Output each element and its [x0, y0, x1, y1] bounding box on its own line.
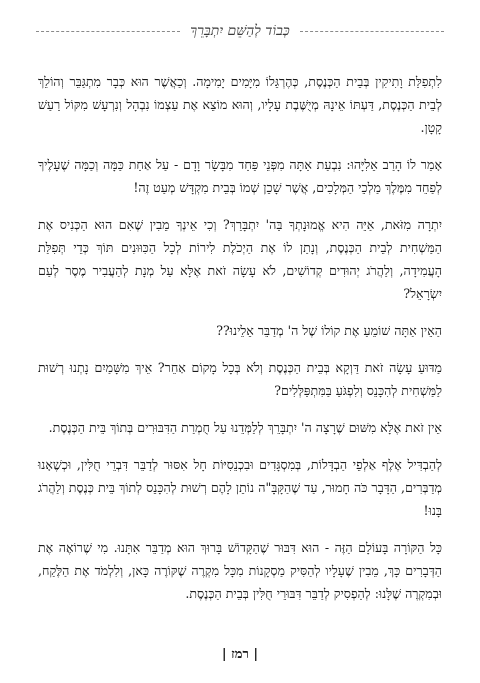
paragraph-7: לְהַבְדִּיל אֶלֶף אַלְפֵי הַבְדָּלוֹת, בְּמִסְגָּדִים וּבִכְנֵסִיּוֹת חָל אִסּוּר לְדַבֵּר דִּבְרֵי חֻלִּין, וּכְשֶׁאָנוּ מְדַבְּרִים, הַדָּבָר כֹּה חָמוּר, עַד שֶׁהַקָּבָּ"ה נוֹתֵן לָהֶם רְשׁוּת לְהִכָּנֵס לְתוֹךְ בֵּית כְּנֶסֶת וְלַהֲרֹג בָּנוּ!: [38, 457, 442, 518]
page-number: | רמז |: [221, 647, 259, 662]
paragraph-4: הַאֵין אַתָּה שׁוֹמֵעַ אֶת קוֹלוֹ שֶׁל ה' מְדַבֵּר אֵלֵינוּ??: [216, 323, 442, 338]
paragraph-2: אָמַר לוֹ הָרַב אֵלִיָּהוּ: נִבְעַת אַתָּה מִפְּנֵי פַּחַד מִבָּשָׂר וָדָם - עַל אַחַת כַּמָּה וְכַמָּה שֶׁעָלֶיךָ לְפַחֵד מִמֶּלֶךְ מַלְכֵי הַמְּלָכִים, אֲשֶׁר שָׁכֵן שְׁמוֹ בְּבֵית מִקְדָּשׁ מְעַט זֶה!: [38, 157, 442, 195]
header-rule-right: [300, 31, 444, 32]
body-text: [38, 70, 442, 619]
paragraph-8: כָּל הַקּוֹרָה בָּעוֹלָם הַזֶּה - הוּא דִּבּוּר שֶׁהַקָּדוֹשׁ בָּרוּךְ הוּא מְדַבֵּר אִתָּנוּ. מִי שֶׁרוֹאֶה אֶת הַדְּבָרִים כָּךְ, מֵבִין שֶׁעָלָיו לְהַסִּיק מַסְקָנוֹת מִכָּל מִקְרֶה שֶׁקּוֹרֶה כָּאן, וְלִלְמֹד אֶת הַלֶּקַח, וּבְמִקְרֶה שֶׁלָּנוּ: לְהַפְסִיק לְדַבֵּר דִּבּוּרֵי חֻלִּין בְּבֵית הַכְּנֶסֶת.: [38, 540, 442, 601]
paragraph-5: מַדּוּעַ עָשָׂה זֹאת דַּוְקָא בְּבֵית הַכְּנֶסֶת וְלֹא בְּכָל מָקוֹם אַחֵר? אֵיךְ מִשָּׁמַיִם נָתְנוּ רְשׁוּת לַמַּשְׁחִית לְהִכָּנֵס וְלִפְגֹּעַ בַּמִּתְפַּלְּלִים?: [38, 360, 442, 398]
page-header: [36, 20, 444, 42]
paragraph-6: אֵין זֹאת אֶלָּא מִשּׁוּם שֶׁרָצָה ה' יִתְבָּרֵךְ לְלַמְּדֵנוּ עַל חֻמְרַת הַדִּבּוּרִים בְּתוֹךְ בֵּית הַכְּנֶסֶת.: [48, 420, 442, 435]
paragraph-1: לִתְפִלַּת וָתִיקִין בְּבֵית הַכְּנֶסֶת, כְּהֶרְגֵּלוֹ מִיָּמִים יָמִימָה. וְכַאֲשֶׁר הוּא כְּבָר מִתְגַּבֵּר וְהוֹלֵךְ לְבֵית הַכְּנֶסֶת, דַּעְתּוֹ אֵינָהּ מְיֻשֶּׁבֶת עָלָיו, וְהוּא מוֹצֵא אֶת עַצְמוֹ נִבְהָל וְנִרְעָשׁ מִקּוֹל רַעַשׁ קָטָן.: [38, 74, 442, 135]
header-rule-left: [36, 31, 180, 32]
paragraph-3: יִתְרָה מִזֹּאת, אַיֵּה הִיא אֱמוּנָתְךָ בַּה' יִתְבָּרַךְ? וְכִי אֵינְךָ מֵבִין שֶׁאִם הוּא הַכְּנִיס אֶת הַמַּשְׁחִית לְבֵית הַכְּנֶסֶת, וְנָתַן לוֹ אֶת הַיְכֹלֶת לִירוֹת לְכָל הַכִּוּוּנִים תּוֹךְ כְּדֵי תְּפִלַּת הָעֲמִידָה, וְלַהֲרֹג יְהוּדִים קְדוֹשִׁים, לֹא עָשָׂה זֹאת אֶלָּא עַל מְנָת לְהַעֲבִיר מֶסֶר לְעַם יִשְׂרָאֵל?: [38, 217, 442, 301]
header-title: כְּבוֹד לְהַשֵּׁם יִתְבָּרֵךְ: [190, 22, 290, 39]
